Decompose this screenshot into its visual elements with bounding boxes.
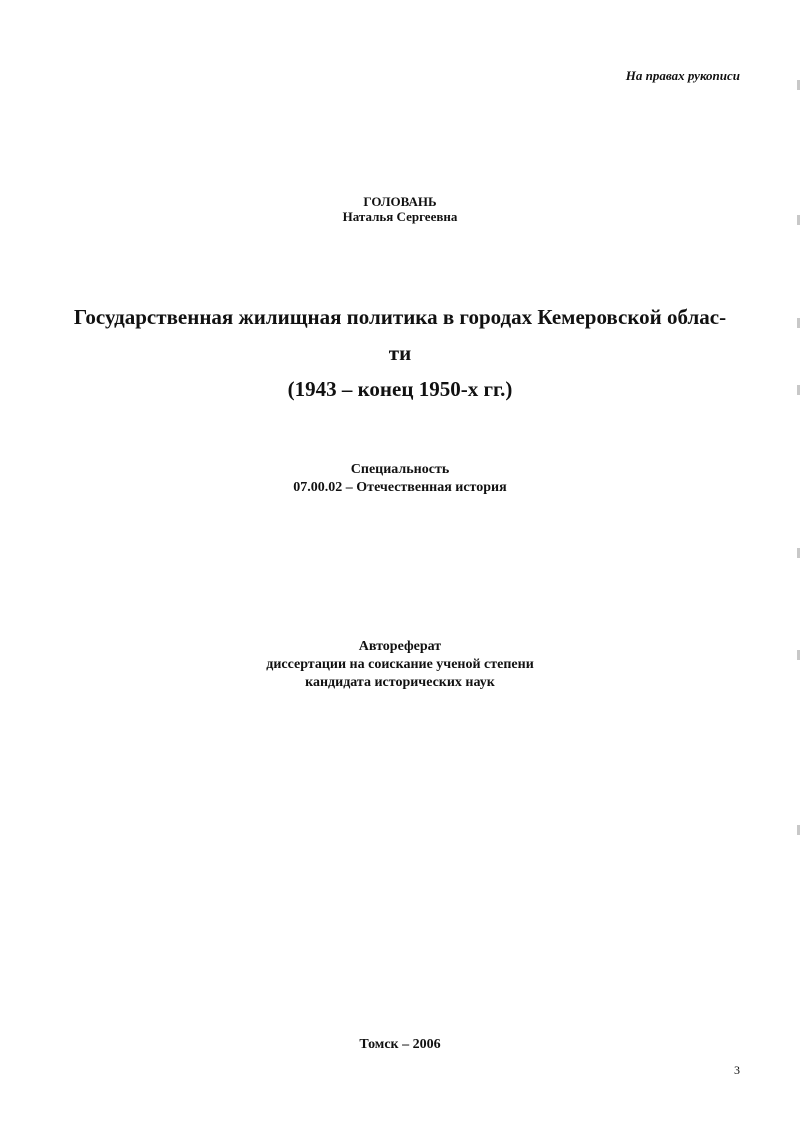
dissertation-title	[0, 299, 800, 407]
author-block	[0, 194, 800, 224]
author-surname: ГОЛОВАНЬ	[363, 194, 437, 209]
specialty-label: Специальность	[350, 462, 450, 477]
author-given-names: Наталья Сергеевна	[342, 209, 458, 224]
manuscript-rights-note: На правах рукописи	[625, 68, 740, 83]
title-line-1: Государственная жилищная политика в городах Кемеровской облас-	[73, 305, 727, 329]
abstract-line-1: Автореферат	[358, 639, 442, 654]
title-line-3: (1943 – конец 1950-х гг.)	[287, 377, 513, 401]
title-line-2: ти	[388, 341, 412, 365]
specialty-block	[0, 461, 800, 497]
specialty-code-name: 07.00.02 – Отечественная история	[293, 480, 507, 495]
abstract-line-3: кандидата исторических наук	[305, 675, 495, 690]
abstract-block	[0, 638, 800, 692]
page-number: 3	[734, 1063, 740, 1077]
place-year: Томск – 2006	[359, 1037, 441, 1052]
abstract-line-2: диссертации на соискание ученой степени	[266, 657, 534, 672]
